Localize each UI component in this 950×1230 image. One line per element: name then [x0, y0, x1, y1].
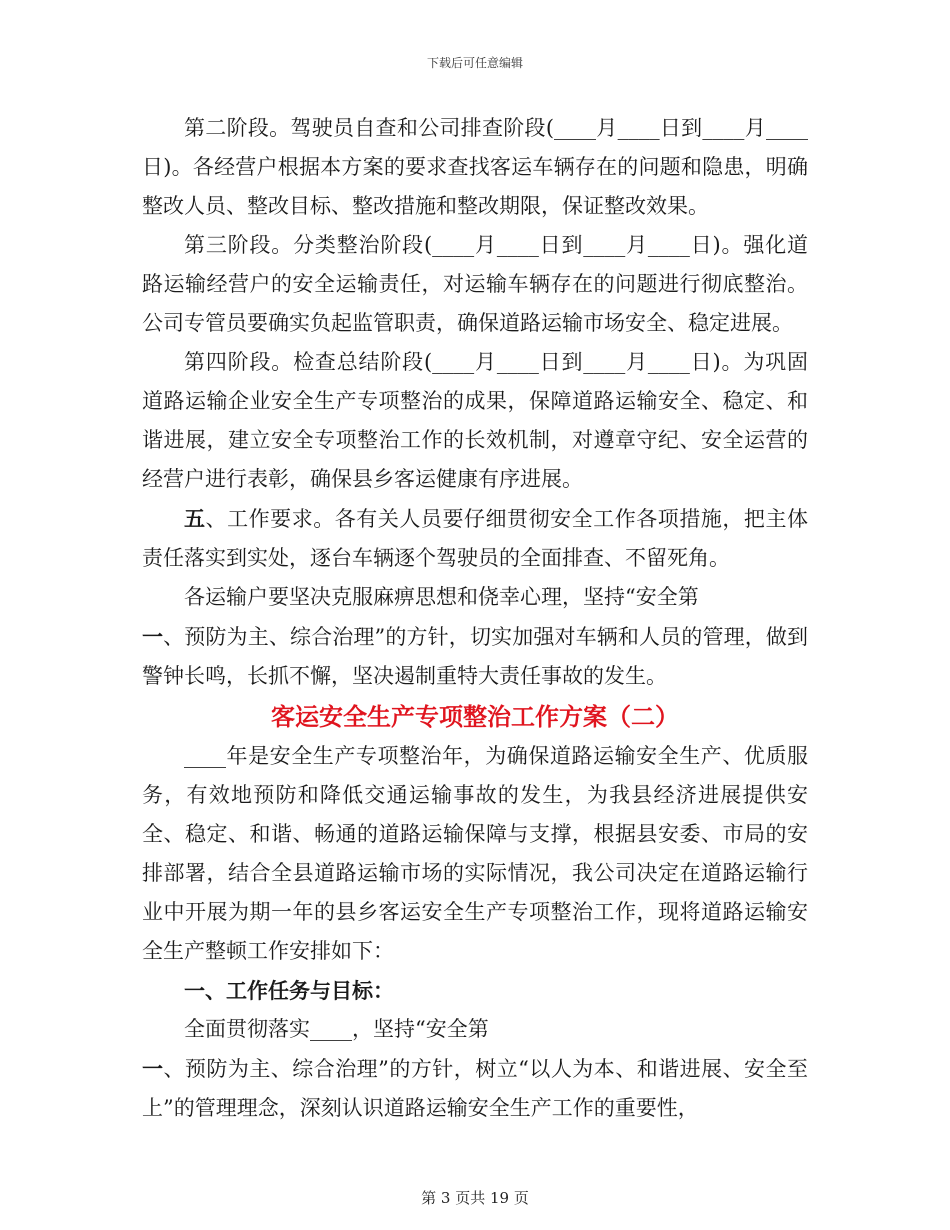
page-header: 下载后可任意编辑 — [426, 56, 523, 70]
paragraph-operators: 各运输户要坚决克服麻痹思想和侥幸心理，坚持“安全第 — [184, 585, 699, 609]
paragraph-stage-two: 第二阶段。驾驶员自查和公司排查阶段(____月____日到____月____日)。各经营户根据本方案的要求查找客运车辆存在的问题和隐患，明确整改人员、整改目标、整改措施和整改期限，保证整改效果。 — [142, 116, 808, 218]
paragraph-philosophy — [142, 1049, 808, 1128]
heading-tasks-goals: 一、工作任务与目标： — [184, 978, 394, 1003]
policy-lead: 一 — [142, 624, 164, 649]
paragraph-stage-three: 第三阶段。分类整治阶段(____月____日到____月____日)。强化道路运输经营户的安全运输责任，对运输车辆存在的问题进行彻底整治。公司专管员要确实负起监管职责，确保道路运输市场安全、稳定进展。 — [142, 233, 808, 335]
paragraph-implement: 全面贯彻落实____，坚持“安全第 — [184, 1017, 489, 1041]
section-title: 客运安全生产专项整治工作方案（二） — [271, 702, 679, 731]
document-body — [142, 109, 808, 1128]
paragraph-text: 、预防为主、综合治理”的方针，树立“以人为本、和谐进展、安全至上”的管理理念，深刻认识道路运输安全生产工作的重要性， — [142, 1057, 808, 1120]
paragraph-work-requirements — [142, 499, 808, 578]
paragraph-text: 、预防为主、综合治理”的方针，切实加强对车辆和人员的管理，做到警钟长鸣，长抓不懈，坚决遏制重特大责任事故的发生。 — [142, 625, 809, 688]
paragraph-text: 、工作要求。各有关人员要仔细贯彻安全工作各项措施，把主体责任落实到实处，逐台车辆逐个驾驶员的全面排查、不留死角。 — [142, 507, 809, 570]
paragraph-stage-four: 第四阶段。检查总结阶段(____月____日到____月____日)。为巩固道路运输企业安全生产专项整治的成果，保障道路运输安全、稳定、和谐进展，建立安全专项整治工作的长效机制，对遵章守纪、安全运营的经营户进行表彰，确保县乡客运健康有序进展。 — [142, 350, 808, 491]
policy-lead: 一 — [142, 1056, 164, 1081]
section-number: 五 — [184, 506, 206, 531]
paragraph-intro: ____年是安全生产专项整治年，为确保道路运输安全生产、优质服务，有效地预防和降低交通运输事故的发生，为我县经济进展提供安全、稳定、和谐、畅通的道路运输保障与支撑，根据县安委、市局的安排部署，结合全县道路运输市场的实际情况，我公司决定在道路运输行业中开展为期一年的县乡客运安全生产专项整治工作，现将道路运输安全生产整顿工作安排如下： — [142, 744, 808, 963]
paragraph-policy — [142, 617, 808, 696]
page-footer: 第 3 页共 19 页 — [421, 1189, 529, 1207]
